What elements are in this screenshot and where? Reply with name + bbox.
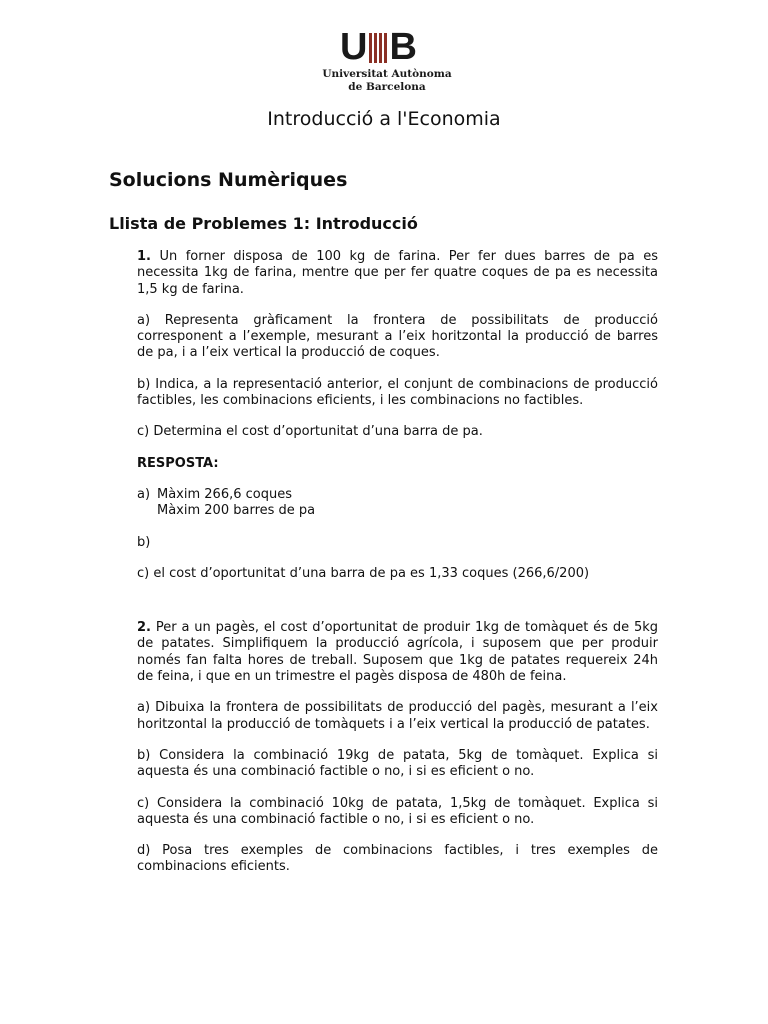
problem2-statement <box>137 620 658 685</box>
problem2-text: Per a un pagès, el cost d’oportunitat de produir 1kg de tomàquet és de 5kg de patates. Simplifiquem la producció agrícola, i suposem que per produir només fan falta hores de treball. Suposem que 1kg de patates requereix 24h de feina, i que en un trimestre el pagès disposa de 480h de feina. <box>137 620 658 685</box>
problem1-text: Un forner disposa de 100 kg de farina. Per fer dues barres de pa es necessita 1kg de farina, mentre que per fer quatre coques de pa es necessita 1,5 kg de farina. <box>137 249 658 297</box>
answer-a-line2: Màxim 200 barres de pa <box>157 503 316 519</box>
uab-logo <box>322 26 452 94</box>
problem2-part-a: a) Dibuixa la frontera de possibilitats de producció del pagès, mesurant a l’eix horitzontal la producció de tomàquets i a l’eix vertical la producció de patates. <box>137 700 658 732</box>
problem1-part-c: c) Determina el cost d’oportunitat d’una barra de pa. <box>137 424 483 440</box>
problem2-part-c: c) Considera la combinació 10kg de patata, 1,5kg de tomàquet. Explica si aquesta és una combinació factible o no, i si es eficient o no. <box>137 795 658 827</box>
uab-logo-mark <box>340 26 417 68</box>
doc-heading: Solucions Numèriques <box>109 169 348 191</box>
answer-a-line1: Màxim 266,6 coques <box>157 486 292 502</box>
doc-subheading: Llista de Problemes 1: Introducció <box>109 214 418 233</box>
problem2-part-d: d) Posa tres exemples de combinacions factibles, i tres exemples de combinacions eficients. <box>137 843 658 875</box>
problem1-statement <box>137 249 658 298</box>
problem2-number: 2. <box>137 620 151 636</box>
course-title: Introducció a l'Economia <box>267 108 501 130</box>
answer-c: c) el cost d’oportunitat d’una barra de pa es 1,33 coques (266,6/200) <box>137 565 590 581</box>
problem1-part-a: a) Representa gràficament la frontera de possibilitats de producció corresponent a l’exemple, mesurant a l’eix horitzontal la producció de barres de pa, i a l’eix vertical la producció de coques. <box>137 312 658 361</box>
problem1-part-b: b) Indica, a la representació anterior, el conjunt de combinacions de producció factibles, les combinacions eficients, i les combinacions no factibles. <box>137 376 658 409</box>
answer-a <box>137 487 658 520</box>
problem2-part-b: b) Considera la combinació 19kg de patata, 5kg de tomàquet. Explica si aquesta és una combinació factible o no, i si es eficient o no. <box>137 747 658 780</box>
logo-letter-u: U <box>340 26 368 68</box>
logo-bars-icon <box>369 33 387 63</box>
problem1-number: 1. <box>137 249 151 264</box>
institution-name <box>322 68 452 94</box>
answer-b: b) <box>137 534 151 550</box>
document-body <box>137 249 658 876</box>
institution-line1: Universitat Autònoma <box>322 68 452 80</box>
answer-a-label: a) <box>137 486 151 502</box>
logo-letter-b: B <box>389 26 417 68</box>
answer-label: RESPOSTA: <box>137 455 219 471</box>
institution-line2: de Barcelona <box>348 81 426 93</box>
